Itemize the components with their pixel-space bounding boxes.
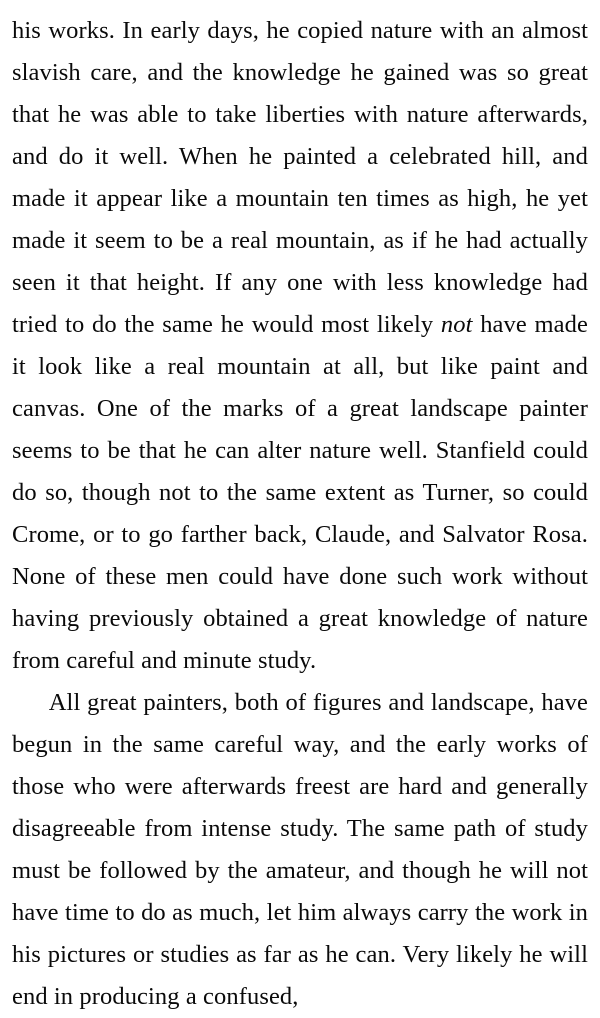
paragraph-1: his works. In early days, he copied nature with an almost slavish care, and the knowledge he gained was so great that he was able to take liberties with nature afterwards, and do it well. When he painted a celebrated hill, and made it appear like a mountain ten times as high, he yet made it seem to be a real mountain, as if he had actually seen it that height. If any one with less knowledge had tried to do the same he would most likely not have made it look like a real mountain at all, but like paint and canvas. One of the marks of a great landscape painter seems to be that he can alter nature well. Stanfield could do so, though not to the same extent as Turner, so could Crome, or to go farther back, Claude, and Salvator Rosa. None of these men could have done such work without having previously obtained a great knowledge of nature from careful and minute study.: [12, 17, 588, 674]
paragraph-2: All great painters, both of figures and landscape, have begun in the same careful way, and the early works of those who were afterwards freest are hard and generally disagreeable from intense study. The same path of study must be followed by the amateur, and though he will not have time to do as much, let him always carry the work in his pictures or studies as far as he can. Very likely he will end in producing a confused,: [12, 689, 588, 1010]
page-body: [12, 10, 588, 1018]
emphasis-text: not: [440, 311, 473, 338]
